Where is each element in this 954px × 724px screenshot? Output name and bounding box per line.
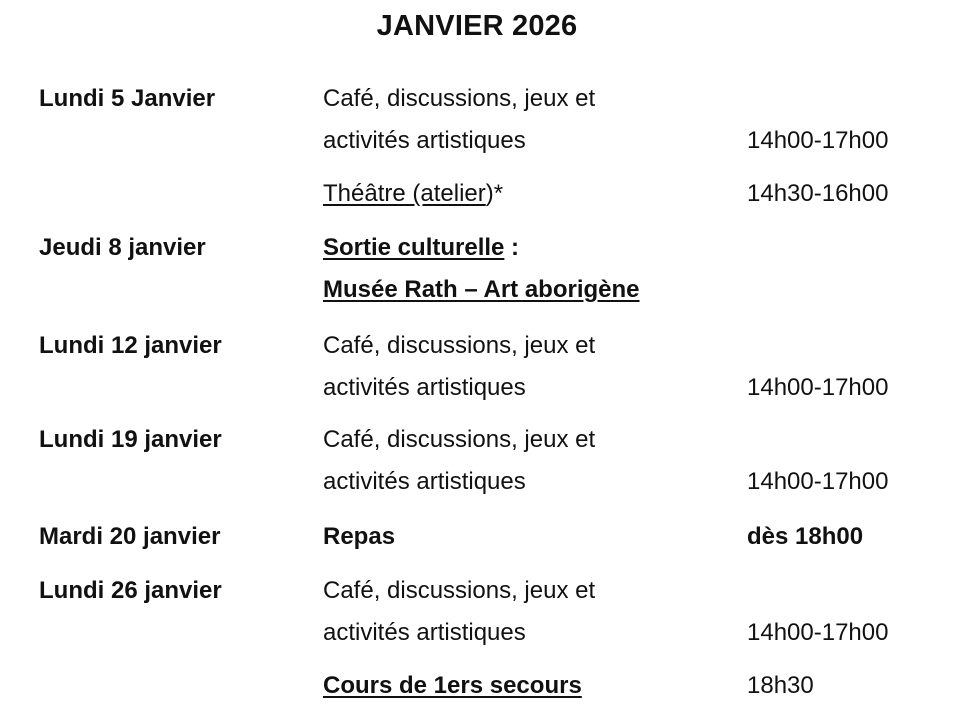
event-activity (323, 665, 733, 707)
event-date: Lundi 19 janvier (39, 426, 222, 453)
activity-heading: Sortie culturelle (323, 234, 505, 261)
activity-link-text: Théâtre (atelier (323, 180, 486, 207)
event-date: Lundi 5 Janvier (39, 85, 216, 112)
event-activity (323, 173, 733, 215)
event-time: 14h00-17h00 (747, 619, 889, 646)
event-time: 14h00-17h00 (747, 127, 889, 154)
activity-suffix: : (504, 234, 520, 261)
event-time: 18h30 (747, 672, 814, 699)
activity-suffix: )* (485, 180, 504, 207)
event-activity (323, 227, 733, 311)
event-time: 14h00-17h00 (747, 468, 889, 495)
page-title: JANVIER 2026 (376, 10, 578, 42)
activity-line: activités artistiques (323, 619, 526, 646)
event-date: Mardi 20 janvier (39, 523, 221, 550)
activity-line: Cours de 1ers secours (323, 672, 582, 699)
event-time: 14h30-16h00 (747, 180, 889, 207)
activity-line: Repas (323, 523, 396, 550)
activity-line: Café, discussions, jeux et (323, 85, 596, 112)
event-activity (323, 516, 733, 558)
activity-line: activités artistiques (323, 374, 526, 401)
activity-line: Café, discussions, jeux et (323, 426, 596, 453)
activity-line: activités artistiques (323, 127, 526, 154)
activity-line: activités artistiques (323, 468, 526, 495)
event-time: dès 18h00 (747, 523, 864, 550)
event-activity (323, 419, 733, 503)
activity-line: Café, discussions, jeux et (323, 332, 596, 359)
activity-line: Musée Rath – Art aborigène (323, 276, 640, 303)
event-activity (323, 570, 733, 654)
event-activity (323, 325, 733, 409)
activity-line: Café, discussions, jeux et (323, 577, 596, 604)
event-activity (323, 78, 733, 162)
event-time: 14h00-17h00 (747, 374, 889, 401)
event-date: Jeudi 8 janvier (39, 234, 206, 261)
event-date: Lundi 26 janvier (39, 577, 222, 604)
event-date: Lundi 12 janvier (39, 332, 222, 359)
